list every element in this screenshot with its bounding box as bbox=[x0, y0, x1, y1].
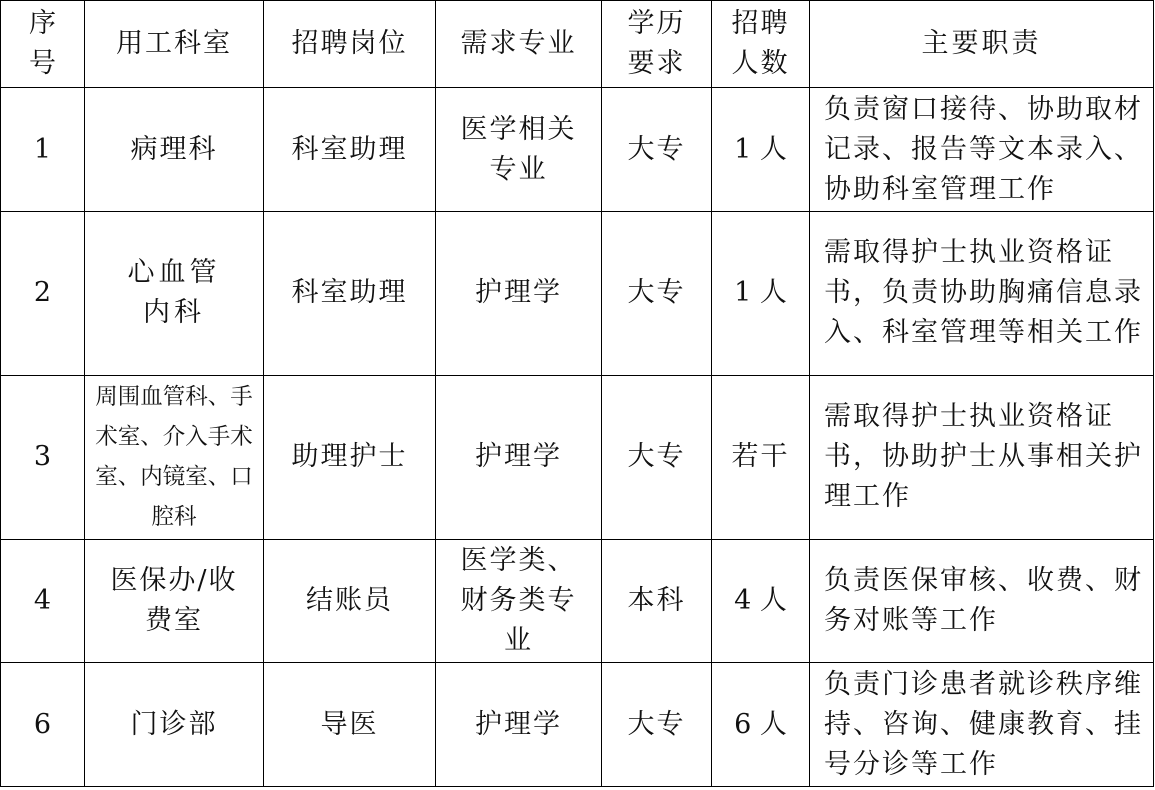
cell-edu: 大专 bbox=[602, 212, 712, 376]
cell-duty: 需取得护士执业资格证书，负责协助胸痛信息录入、科室管理等相关工作 bbox=[810, 212, 1154, 376]
cell-edu: 大专 bbox=[602, 663, 712, 787]
cell-duty: 需取得护士执业资格证书，协助护士从事相关护理工作 bbox=[810, 375, 1154, 539]
header-duty bbox=[810, 1, 1154, 88]
table-row bbox=[1, 212, 1154, 376]
cell-post: 科室助理 bbox=[264, 212, 436, 376]
header-edu-label: 学历要求 bbox=[627, 8, 686, 80]
cell-post: 助理护士 bbox=[264, 375, 436, 539]
cell-major: 医学类、财务类专业 bbox=[436, 539, 602, 663]
cell-count: 1 人 bbox=[712, 88, 810, 212]
cell-no: 3 bbox=[1, 375, 85, 539]
header-edu bbox=[602, 1, 712, 88]
cell-dept: 周围血管科、手术室、介入手术室、内镜室、口腔科 bbox=[85, 375, 264, 539]
header-post-label: 招聘岗位 bbox=[291, 28, 408, 60]
cell-dept: 医保办/收费室 bbox=[85, 539, 264, 663]
cell-edu: 大专 bbox=[602, 88, 712, 212]
table-row bbox=[1, 375, 1154, 539]
cell-dept: 病理科 bbox=[85, 88, 264, 212]
header-duty-label: 主要职责 bbox=[921, 28, 1042, 60]
cell-major: 医学相关专业 bbox=[436, 88, 602, 212]
cell-edu: 大专 bbox=[602, 375, 712, 539]
cell-no: 6 bbox=[1, 663, 85, 787]
cell-count: 1 人 bbox=[712, 212, 810, 376]
cell-duty: 负责门诊患者就诊秩序维持、咨询、健康教育、挂号分诊等工作 bbox=[810, 663, 1154, 787]
header-no bbox=[1, 1, 85, 88]
cell-major: 护理学 bbox=[436, 212, 602, 376]
cell-no: 4 bbox=[1, 539, 85, 663]
cell-dept: 心血管内科 bbox=[85, 212, 264, 376]
header-dept bbox=[85, 1, 264, 88]
table-header-row bbox=[1, 1, 1154, 88]
table-row bbox=[1, 663, 1154, 787]
header-count-label: 招聘人数 bbox=[731, 8, 790, 80]
header-major-label: 需求专业 bbox=[460, 28, 577, 60]
table-row bbox=[1, 539, 1154, 663]
cell-major: 护理学 bbox=[436, 663, 602, 787]
cell-duty: 负责窗口接待、协助取材记录、报告等文本录入、协助科室管理工作 bbox=[810, 88, 1154, 212]
cell-major: 护理学 bbox=[436, 375, 602, 539]
cell-no: 2 bbox=[1, 212, 85, 376]
header-no-label: 序号 bbox=[29, 8, 56, 80]
cell-count: 若干 bbox=[712, 375, 810, 539]
table-row bbox=[1, 88, 1154, 212]
header-count bbox=[712, 1, 810, 88]
cell-post: 导医 bbox=[264, 663, 436, 787]
header-post bbox=[264, 1, 436, 88]
cell-edu: 本科 bbox=[602, 539, 712, 663]
cell-duty: 负责医保审核、收费、财务对账等工作 bbox=[810, 539, 1154, 663]
cell-post: 结账员 bbox=[264, 539, 436, 663]
cell-count: 6 人 bbox=[712, 663, 810, 787]
cell-count: 4 人 bbox=[712, 539, 810, 663]
cell-dept: 门诊部 bbox=[85, 663, 264, 787]
header-dept-label: 用工科室 bbox=[116, 28, 232, 60]
cell-post: 科室助理 bbox=[264, 88, 436, 212]
header-major bbox=[436, 1, 602, 88]
cell-no: 1 bbox=[1, 88, 85, 212]
